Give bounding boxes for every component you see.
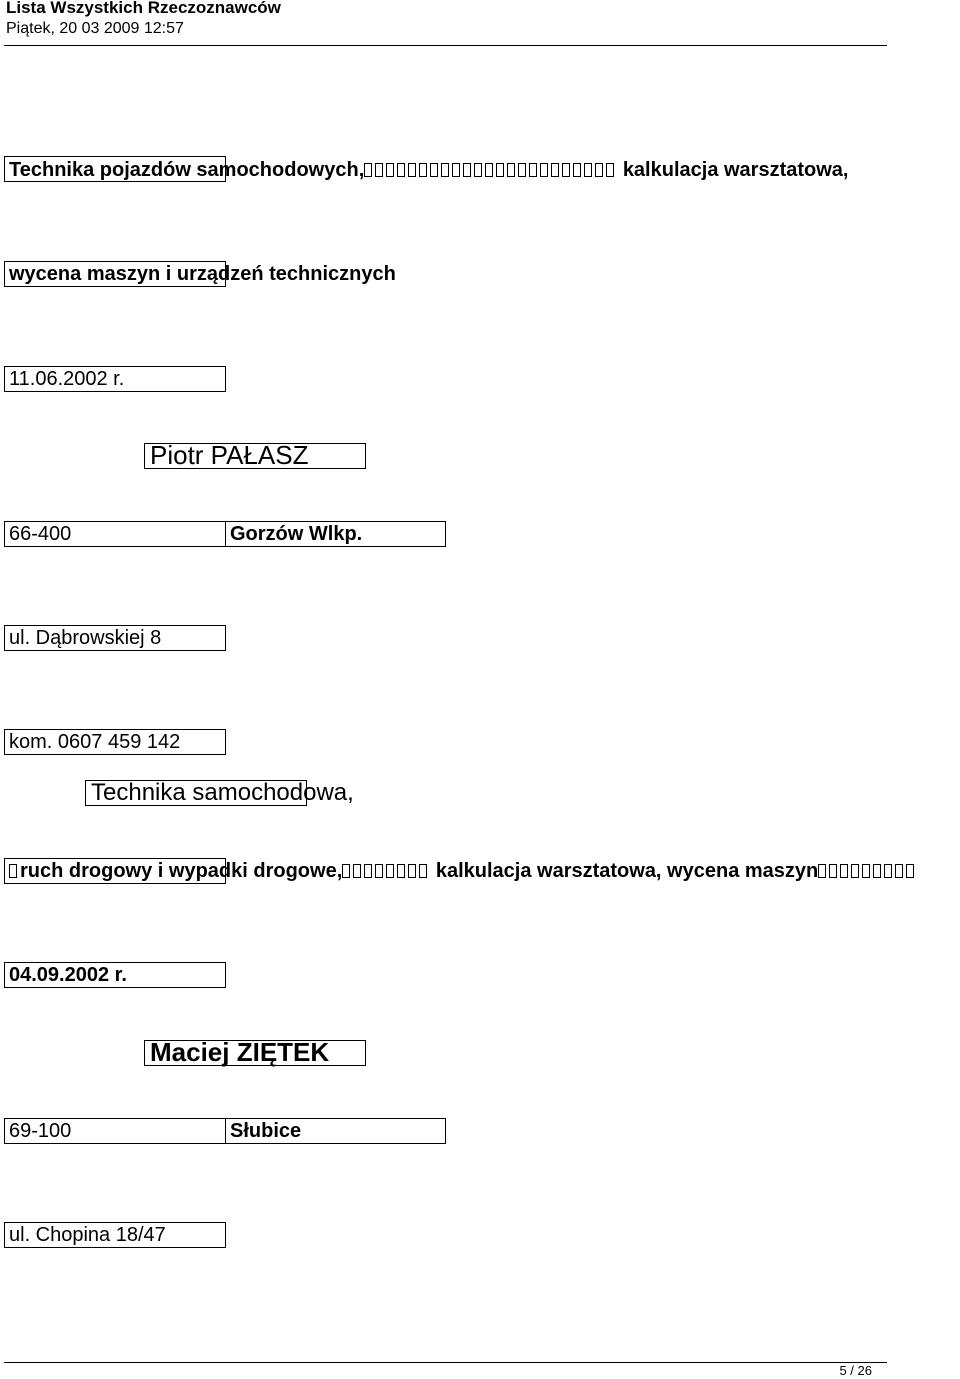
entry-specialization-line2: wycena maszyn i urządzeń technicznych	[9, 263, 396, 285]
entry-date: 11.06.2002 r.	[9, 368, 125, 390]
entry-street: ul. Dąbrowskiej 8	[9, 627, 162, 649]
page-number: 5 / 26	[839, 1363, 872, 1378]
missing-glyph	[9, 864, 17, 878]
entry-name: Maciej ZIĘTEK	[150, 1037, 330, 1067]
page-header-date: Piątek, 20 03 2009 12:57	[6, 20, 184, 37]
entry-street: ul. Chopina 18/47	[9, 1224, 166, 1246]
missing-glyph-run	[364, 158, 617, 182]
entry-city: Słubice	[230, 1120, 302, 1142]
entry-postal-code: 66-400	[9, 523, 72, 545]
entry-specialization-line1: Technika pojazdów samochodowych, kalkulacja warsztatowa,	[9, 159, 849, 181]
entry-date: 04.09.2002 r.	[9, 964, 127, 986]
footer-divider	[4, 1362, 887, 1363]
missing-glyph-run	[818, 859, 917, 883]
address-box-divider	[225, 1118, 226, 1144]
header-divider	[4, 45, 887, 46]
missing-glyph-run	[342, 859, 430, 883]
entry-specialization-heading: Technika samochodowa,	[91, 779, 354, 806]
address-box-divider	[225, 521, 226, 547]
page-header-title: Lista Wszystkich Rzeczoznawców	[6, 0, 281, 17]
entry-postal-code: 69-100	[9, 1120, 72, 1142]
entry-city: Gorzów Wlkp.	[230, 523, 363, 545]
entry-phone: kom. 0607 459 142	[9, 731, 181, 753]
entry-specialization-line: ruch drogowy i wypadki drogowe, kalkulacja warsztatowa, wycena maszyn	[9, 859, 917, 883]
entry-name: Piotr PAŁASZ	[150, 440, 309, 470]
